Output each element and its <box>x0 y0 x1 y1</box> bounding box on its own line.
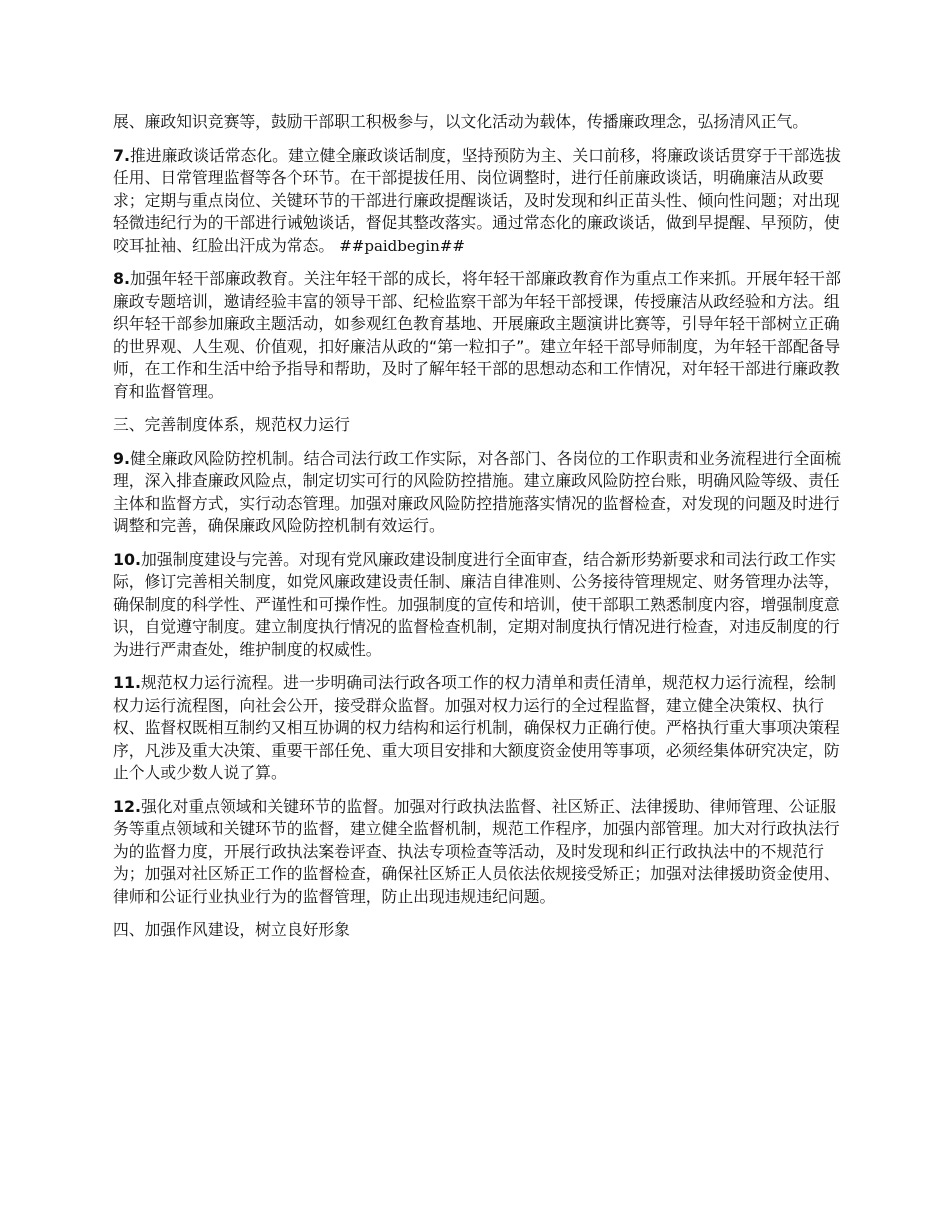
paid-begin-marker: ##paidbegin## <box>339 236 465 255</box>
paragraph-item-12 <box>113 796 843 909</box>
paragraph-item-7 <box>113 145 843 258</box>
document-page <box>113 111 843 953</box>
paragraph-text: 加强年轻干部廉政教育。关注年轻干部的成长，将年轻干部廉政教育作为重点工作来抓。开展年轻干部廉政专题培训，邀请经验丰富的领导干部、纪检监察干部为年轻干部授课，传授廉洁从政经验和方法。组织年轻干部参加廉政主题活动，如参观红色教育基地、开展廉政主题演讲比赛等，引导年轻干部树立正确的世界观、人生观、价值观，扣好廉洁从政的“第一粒扣子”。建立年轻干部导师制度，为年轻干部配备导师，在工作和生活中给予指导和帮助，及时了解年轻干部的思想动态和工作情况，对年轻干部进行廉政教育和监督管理。 <box>113 269 841 401</box>
item-number: 12. <box>113 796 141 816</box>
paragraph-item-11 <box>113 672 843 785</box>
item-number: 7. <box>113 145 130 165</box>
item-number: 9. <box>113 448 130 468</box>
paragraph-text: 强化对重点领域和关键环节的监督。加强对行政执法监督、社区矫正、法律援助、律师管理、公证服务等重点领域和关键环节的监督，建立健全监督机制，规范工作程序，加强内部管理。加大对行政执法行为的监督力度，开展行政执法案卷评查、执法专项检查等活动，及时发现和纠正行政执法中的不规范行为；加强对社区矫正工作的监督检查，确保社区矫正人员依法依规接受矫正；加强对法律援助资金使用、律师和公证行业执业行为的监督管理，防止出现违规违纪问题。 <box>113 796 840 906</box>
paragraph-text: 推进廉政谈话常态化。建立健全廉政谈话制度，坚持预防为主、关口前移，将廉政谈话贯穿于干部选拔任用、日常管理监督等各个环节。在干部提拔任用、岗位调整时，进行任前廉政谈话，明确廉洁从政要求；定期与重点岗位、关键环节的干部进行廉政提醒谈话，及时发现和纠正苗头性、倾向性问题；对出现轻微违纪行为的干部进行诫勉谈话，督促其整改落实。通过常态化的廉政谈话，做到早提醒、早预防，使咬耳扯袖、红脸出汗成为常态。 <box>113 145 841 255</box>
heading-text: 三、完善制度体系，规范权力运行 <box>113 415 350 434</box>
paragraph-text: 加强制度建设与完善。对现有党风廉政建设制度进行全面审查，结合新形势新要求和司法行政工作实际，修订完善相关制度，如党风廉政建设责任制、廉洁自律准则、公务接待管理规定、财务管理办法等，确保制度的科学性、严谨性和可操作性。加强制度的宣传和培训，使干部职工熟悉制度内容，增强制度意识，自觉遵守制度。建立制度执行情况的监督检查机制，定期对制度执行情况进行检查，对违反制度的行为进行严肃查处，维护制度的权威性。 <box>113 549 840 659</box>
paragraph-item-9 <box>113 448 843 538</box>
section-heading-4 <box>113 919 843 942</box>
paragraph-item-8 <box>113 268 843 403</box>
paragraph-text: 规范权力运行流程。进一步明确司法行政各项工作的权力清单和责任清单，规范权力运行流程，绘制权力运行流程图，向社会公开，接受群众监督。加强对权力运行的全过程监督，建立健全决策权、执行权、监督权既相互制约又相互协调的权力结构和运行机制，确保权力正确行使。严格执行重大事项决策程序，凡涉及重大决策、重要干部任免、重大项目安排和大额度资金使用等事项，必须经集体研究决定，防止个人或少数人说了算。 <box>113 673 840 782</box>
paragraph-text: 展、廉政知识竞赛等，鼓励干部职工积极参与，以文化活动为载体，传播廉政理念，弘扬清风正气。 <box>113 112 809 131</box>
heading-text: 四、加强作风建设，树立良好形象 <box>113 920 350 939</box>
section-heading-3 <box>113 414 843 437</box>
paragraph-item-10 <box>113 549 843 662</box>
paragraph-text: 健全廉政风险防控机制。结合司法行政工作实际，对各部门、各岗位的工作职责和业务流程进行全面梳理，深入排查廉政风险点，制定切实可行的风险防控措施。建立廉政风险防控台账，明确风险等级、责任主体和监督方式，实行动态管理。加强对廉政风险防控措施落实情况的监督检查，对发现的问题及时进行调整和完善，确保廉政风险防控机制有效运行。 <box>113 448 841 535</box>
paragraph-continuation <box>113 111 843 134</box>
item-number: 8. <box>113 269 130 288</box>
item-number: 10. <box>113 549 141 569</box>
item-number: 11. <box>113 673 141 692</box>
